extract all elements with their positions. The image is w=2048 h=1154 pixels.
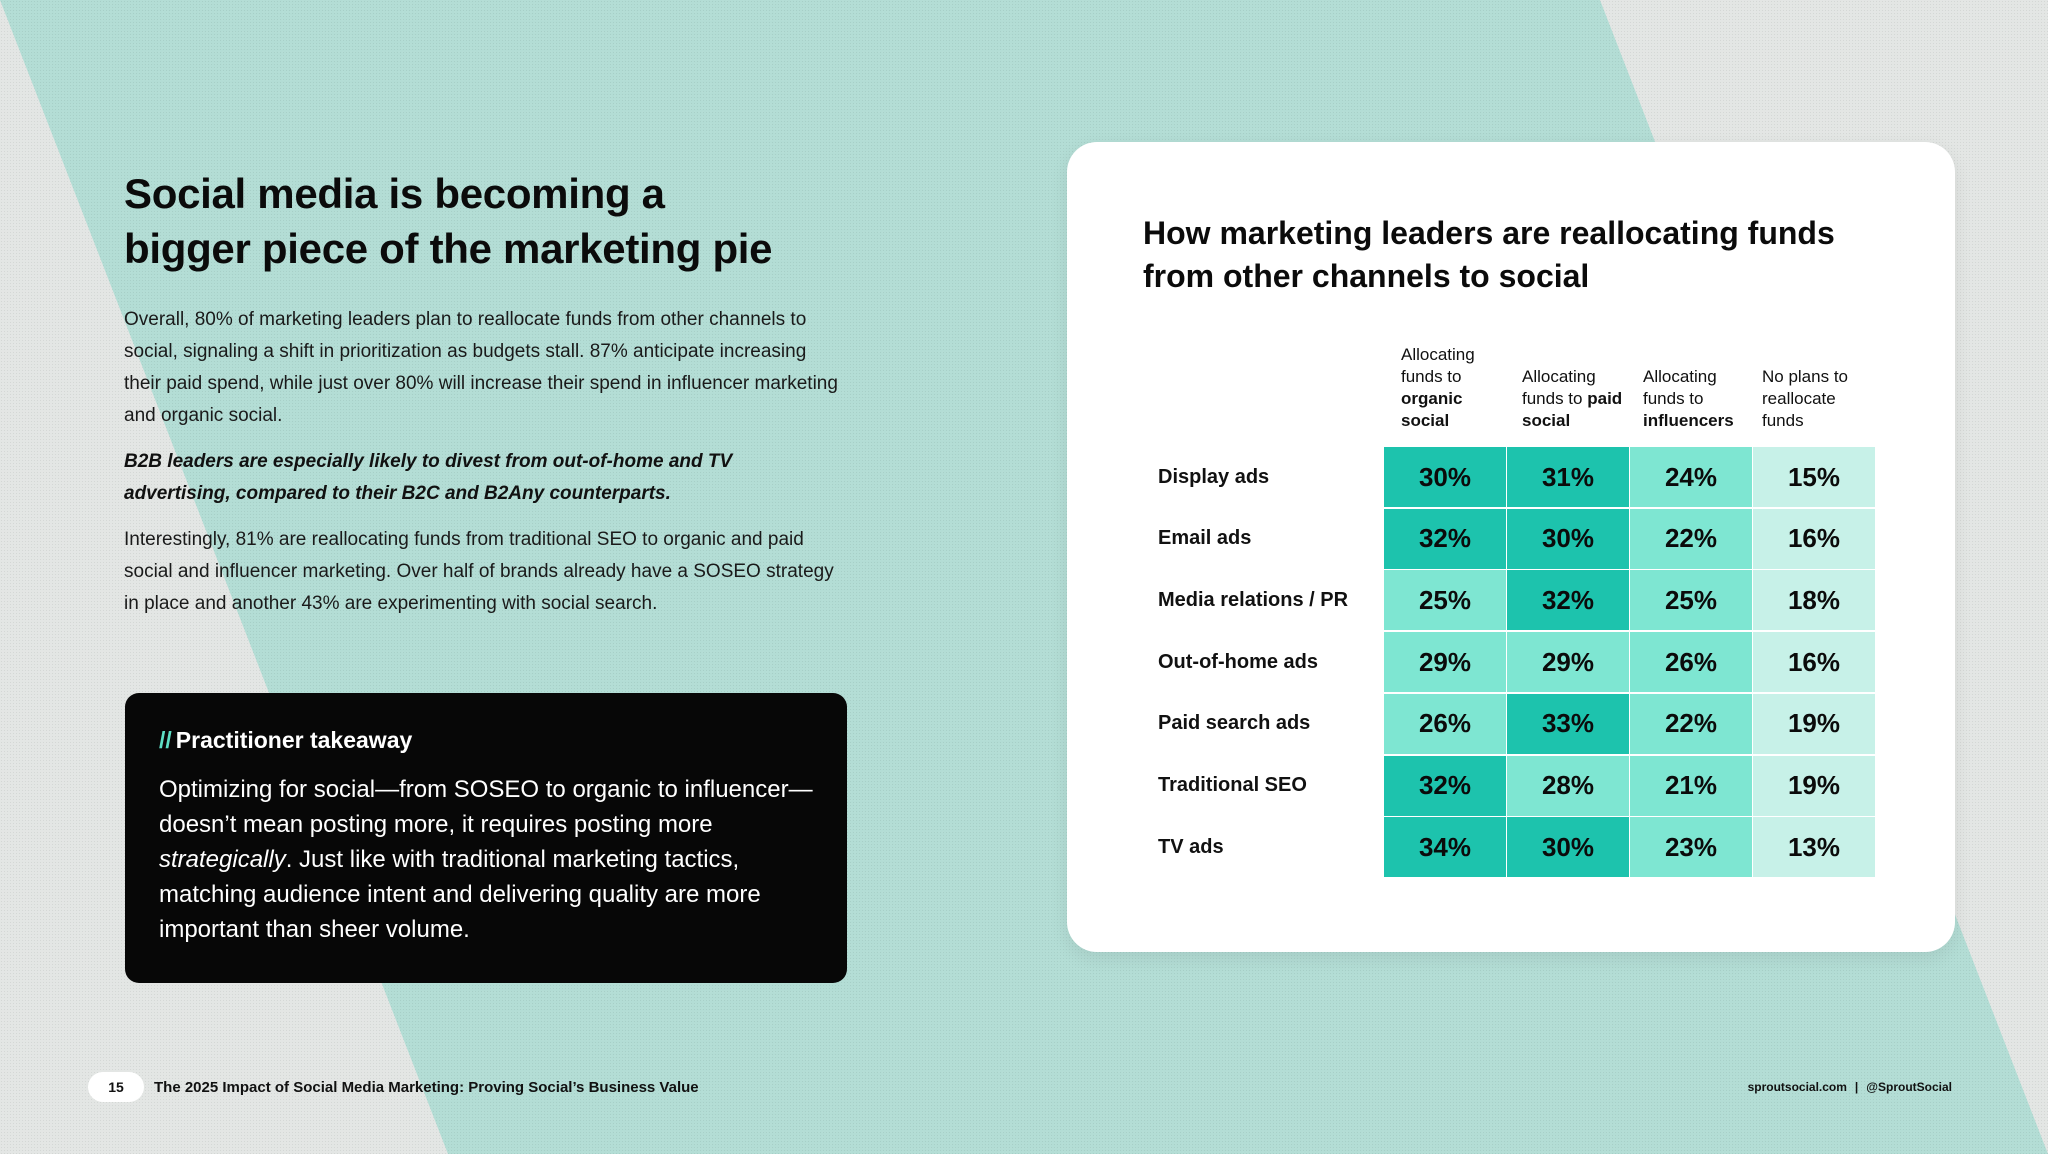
footer-handle[interactable]: @SproutSocial bbox=[1866, 1080, 1952, 1094]
column-header-prefix: Allocating funds to bbox=[1522, 367, 1596, 408]
row-label: Traditional SEO bbox=[1158, 774, 1307, 796]
table-cell: 25% bbox=[1630, 570, 1752, 630]
row-label: TV ads bbox=[1158, 835, 1224, 858]
left-column bbox=[124, 166, 844, 634]
table-cell: 29% bbox=[1384, 632, 1506, 692]
row-label: Out-of-home ads bbox=[1158, 650, 1318, 673]
headline-line-2: bigger piece of the marketing pie bbox=[124, 225, 773, 272]
column-header-emphasis: paid social bbox=[1522, 389, 1623, 430]
column-header-2 bbox=[1522, 332, 1634, 432]
chart-title-line-2: from other channels to social bbox=[1143, 258, 1590, 294]
table-cell: 19% bbox=[1753, 694, 1875, 754]
row-label: Paid search ads bbox=[1158, 712, 1311, 735]
page-headline bbox=[124, 166, 844, 276]
column-header-prefix: Allocating funds to bbox=[1401, 345, 1475, 386]
table-cell: 25% bbox=[1384, 570, 1506, 630]
row-label: Email ads bbox=[1158, 527, 1252, 550]
table-cell: 16% bbox=[1753, 632, 1875, 692]
table-cell: 26% bbox=[1384, 694, 1506, 754]
table-cell: 18% bbox=[1753, 570, 1875, 630]
column-header-prefix: Allocating funds to bbox=[1643, 367, 1717, 408]
chart-title-line-1: How marketing leaders are reallocating funds bbox=[1143, 215, 1835, 251]
table-cell: 28% bbox=[1507, 756, 1629, 816]
row-label: Display ads bbox=[1158, 465, 1270, 488]
footer-site-link[interactable]: sproutsocial.com bbox=[1747, 1080, 1847, 1094]
table-cell: 22% bbox=[1630, 509, 1752, 569]
table-cell: 31% bbox=[1507, 447, 1629, 507]
chart-card bbox=[1067, 142, 1955, 952]
table-cell: 34% bbox=[1384, 817, 1506, 877]
takeaway-body-italic: strategically bbox=[159, 846, 286, 873]
takeaway-body-after: . Just like with traditional marketing tactics, matching audience intent and delivering quality are more important than sheer volume. bbox=[159, 846, 761, 943]
takeaway-body-before: Optimizing for social—from SOSEO to organic to influencer—doesn’t mean posting more, it requires posting more bbox=[159, 776, 813, 838]
table-cell: 30% bbox=[1384, 447, 1506, 507]
table-cell: 32% bbox=[1507, 570, 1629, 630]
column-header-emphasis: influencers bbox=[1643, 411, 1734, 430]
table-cell: 13% bbox=[1753, 817, 1875, 877]
table-cell: 24% bbox=[1630, 447, 1752, 507]
table-cell: 32% bbox=[1384, 756, 1506, 816]
table-cell: 16% bbox=[1753, 509, 1875, 569]
footer-separator: | bbox=[1854, 1080, 1859, 1094]
column-header-1 bbox=[1401, 332, 1513, 432]
table-cell: 26% bbox=[1630, 632, 1752, 692]
table-cell: 30% bbox=[1507, 817, 1629, 877]
footer-report-title: The 2025 Impact of Social Media Marketing: Proving Social’s Business Value bbox=[154, 1078, 699, 1096]
page-number: 15 bbox=[88, 1072, 144, 1102]
column-header-emphasis: organic social bbox=[1401, 389, 1463, 430]
table-cell: 15% bbox=[1753, 447, 1875, 507]
table-cell: 23% bbox=[1630, 817, 1752, 877]
row-label: Media relations / PR bbox=[1158, 588, 1349, 611]
takeaway-body bbox=[159, 772, 813, 947]
headline-line-1: Social media is becoming a bbox=[124, 170, 665, 217]
practitioner-takeaway-box bbox=[125, 693, 847, 983]
table-cell: 32% bbox=[1384, 509, 1506, 569]
seo-paragraph: Interestingly, 81% are reallocating funds from traditional SEO to organic and paid social and influencer marketing. Over half of brands already have a SOSEO strategy in place and another 43% are experimenting with social search. bbox=[124, 529, 834, 614]
column-header-3 bbox=[1643, 332, 1755, 432]
table-cell: 21% bbox=[1630, 756, 1752, 816]
table-cell: 30% bbox=[1507, 509, 1629, 569]
chart-title bbox=[1143, 212, 1883, 298]
b2b-callout: B2B leaders are especially likely to divest from out-of-home and TV advertising, compared to their B2C and B2Any counterparts. bbox=[124, 451, 733, 504]
footer-right bbox=[1748, 1080, 1952, 1094]
table-cell: 33% bbox=[1507, 694, 1629, 754]
slashes-icon: // bbox=[159, 727, 172, 753]
column-header-prefix: No plans to reallocate funds bbox=[1762, 367, 1848, 430]
takeaway-heading-text: Practitioner takeaway bbox=[175, 727, 413, 753]
table-cell: 22% bbox=[1630, 694, 1752, 754]
table-cell: 29% bbox=[1507, 632, 1629, 692]
column-header-4 bbox=[1762, 332, 1882, 432]
footer-left bbox=[88, 1072, 699, 1102]
intro-paragraph: Overall, 80% of marketing leaders plan to reallocate funds from other channels to social, signaling a shift in prioritization as budgets stall. 87% anticipate increasing their paid spend, while just over 80% will increase their spend in influencer marketing and organic social. bbox=[124, 309, 838, 426]
takeaway-heading bbox=[159, 727, 813, 754]
table-cell: 19% bbox=[1753, 756, 1875, 816]
